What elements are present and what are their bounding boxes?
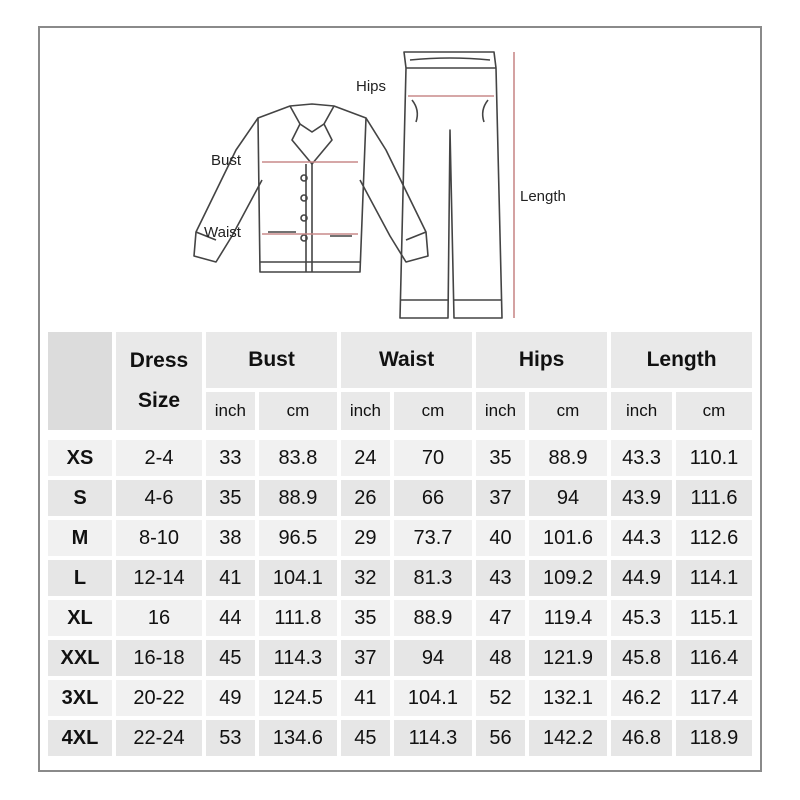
cell-hips-cm: 119.4: [529, 600, 607, 636]
cell-waist-in: 41: [341, 680, 390, 716]
unit-inch: inch: [341, 392, 390, 430]
table-row: [48, 600, 752, 636]
cell-length-in: 44.9: [611, 560, 672, 596]
cell-dress: 16-18: [116, 640, 202, 676]
cell-bust-in: 33: [206, 440, 255, 476]
cell-size: S: [48, 480, 112, 516]
cell-length-cm: 110.1: [676, 440, 752, 476]
table-row: [48, 640, 752, 676]
waist-label: Waist: [204, 224, 241, 241]
cell-waist-cm: 104.1: [394, 680, 472, 716]
cell-bust-in: 44: [206, 600, 255, 636]
cell-length-cm: 116.4: [676, 640, 752, 676]
corner-cell: [48, 332, 112, 430]
cell-length-in: 46.2: [611, 680, 672, 716]
cell-size: 3XL: [48, 680, 112, 716]
bust-header: Bust: [206, 332, 337, 388]
unit-cm: cm: [259, 392, 337, 430]
cell-hips-in: 56: [476, 720, 525, 756]
cell-dress: 20-22: [116, 680, 202, 716]
cell-bust-in: 49: [206, 680, 255, 716]
cell-length-in: 43.9: [611, 480, 672, 516]
cell-size: M: [48, 520, 112, 556]
cell-waist-in: 45: [341, 720, 390, 756]
unit-cm: cm: [529, 392, 607, 430]
unit-cm: cm: [676, 392, 752, 430]
cell-waist-cm: 81.3: [394, 560, 472, 596]
cell-bust-cm: 111.8: [259, 600, 337, 636]
cell-size: XXL: [48, 640, 112, 676]
cell-length-cm: 112.6: [676, 520, 752, 556]
pajama-illustration: [0, 0, 800, 330]
cell-size: L: [48, 560, 112, 596]
cell-hips-in: 48: [476, 640, 525, 676]
waist-header: Waist: [341, 332, 472, 388]
cell-waist-cm: 94: [394, 640, 472, 676]
cell-bust-cm: 88.9: [259, 480, 337, 516]
cell-length-cm: 115.1: [676, 600, 752, 636]
cell-bust-cm: 83.8: [259, 440, 337, 476]
unit-inch: inch: [206, 392, 255, 430]
table-row: [48, 680, 752, 716]
table-row: [48, 720, 752, 756]
cell-hips-cm: 142.2: [529, 720, 607, 756]
cell-length-cm: 118.9: [676, 720, 752, 756]
cell-hips-cm: 121.9: [529, 640, 607, 676]
hips-header: Hips: [476, 332, 607, 388]
cell-hips-in: 35: [476, 440, 525, 476]
cell-hips-in: 37: [476, 480, 525, 516]
cell-waist-in: 35: [341, 600, 390, 636]
unit-cm: cm: [394, 392, 472, 430]
cell-waist-cm: 66: [394, 480, 472, 516]
cell-length-cm: 117.4: [676, 680, 752, 716]
cell-waist-cm: 114.3: [394, 720, 472, 756]
length-label: Length: [520, 188, 566, 205]
cell-length-cm: 111.6: [676, 480, 752, 516]
cell-size: XS: [48, 440, 112, 476]
cell-size: XL: [48, 600, 112, 636]
table-row: [48, 560, 752, 596]
table-row: [48, 480, 752, 516]
length-header: Length: [611, 332, 752, 388]
hips-label: Hips: [356, 78, 387, 95]
cell-hips-cm: 101.6: [529, 520, 607, 556]
cell-hips-cm: 132.1: [529, 680, 607, 716]
table-row: [48, 440, 752, 476]
cell-bust-in: 38: [206, 520, 255, 556]
cell-dress: 16: [116, 600, 202, 636]
cell-dress: 8-10: [116, 520, 202, 556]
cell-length-in: 43.3: [611, 440, 672, 476]
cell-length-in: 45.3: [611, 600, 672, 636]
cell-hips-cm: 109.2: [529, 560, 607, 596]
cell-waist-in: 26: [341, 480, 390, 516]
cell-hips-in: 52: [476, 680, 525, 716]
dress-header-line1: Dress: [129, 349, 189, 372]
cell-length-in: 44.3: [611, 520, 672, 556]
cell-bust-in: 35: [206, 480, 255, 516]
table-row: [48, 520, 752, 556]
cell-bust-in: 41: [206, 560, 255, 596]
cell-length-in: 45.8: [611, 640, 672, 676]
cell-hips-cm: 94: [529, 480, 607, 516]
cell-bust-cm: 134.6: [259, 720, 337, 756]
cell-bust-cm: 104.1: [259, 560, 337, 596]
cell-waist-in: 32: [341, 560, 390, 596]
cell-dress: 2-4: [116, 440, 202, 476]
cell-dress: 4-6: [116, 480, 202, 516]
cell-hips-in: 43: [476, 560, 525, 596]
pants-outline-icon: [400, 52, 502, 318]
cell-waist-in: 24: [341, 440, 390, 476]
cell-hips-in: 40: [476, 520, 525, 556]
cell-size: 4XL: [48, 720, 112, 756]
cell-dress: 12-14: [116, 560, 202, 596]
unit-inch: inch: [476, 392, 525, 430]
cell-bust-in: 45: [206, 640, 255, 676]
cell-bust-in: 53: [206, 720, 255, 756]
cell-hips-cm: 88.9: [529, 440, 607, 476]
cell-dress: 22-24: [116, 720, 202, 756]
cell-bust-cm: 96.5: [259, 520, 337, 556]
cell-waist-cm: 88.9: [394, 600, 472, 636]
cell-waist-cm: 73.7: [394, 520, 472, 556]
dress-header-line2: Size: [137, 389, 181, 412]
bust-label: Bust: [211, 152, 242, 169]
cell-hips-in: 47: [476, 600, 525, 636]
cell-bust-cm: 124.5: [259, 680, 337, 716]
size-table: [44, 328, 756, 760]
cell-waist-cm: 70: [394, 440, 472, 476]
dress-size-header: [116, 332, 202, 430]
cell-length-in: 46.8: [611, 720, 672, 756]
cell-bust-cm: 114.3: [259, 640, 337, 676]
cell-waist-in: 37: [341, 640, 390, 676]
unit-inch: inch: [611, 392, 672, 430]
cell-length-cm: 114.1: [676, 560, 752, 596]
cell-waist-in: 29: [341, 520, 390, 556]
